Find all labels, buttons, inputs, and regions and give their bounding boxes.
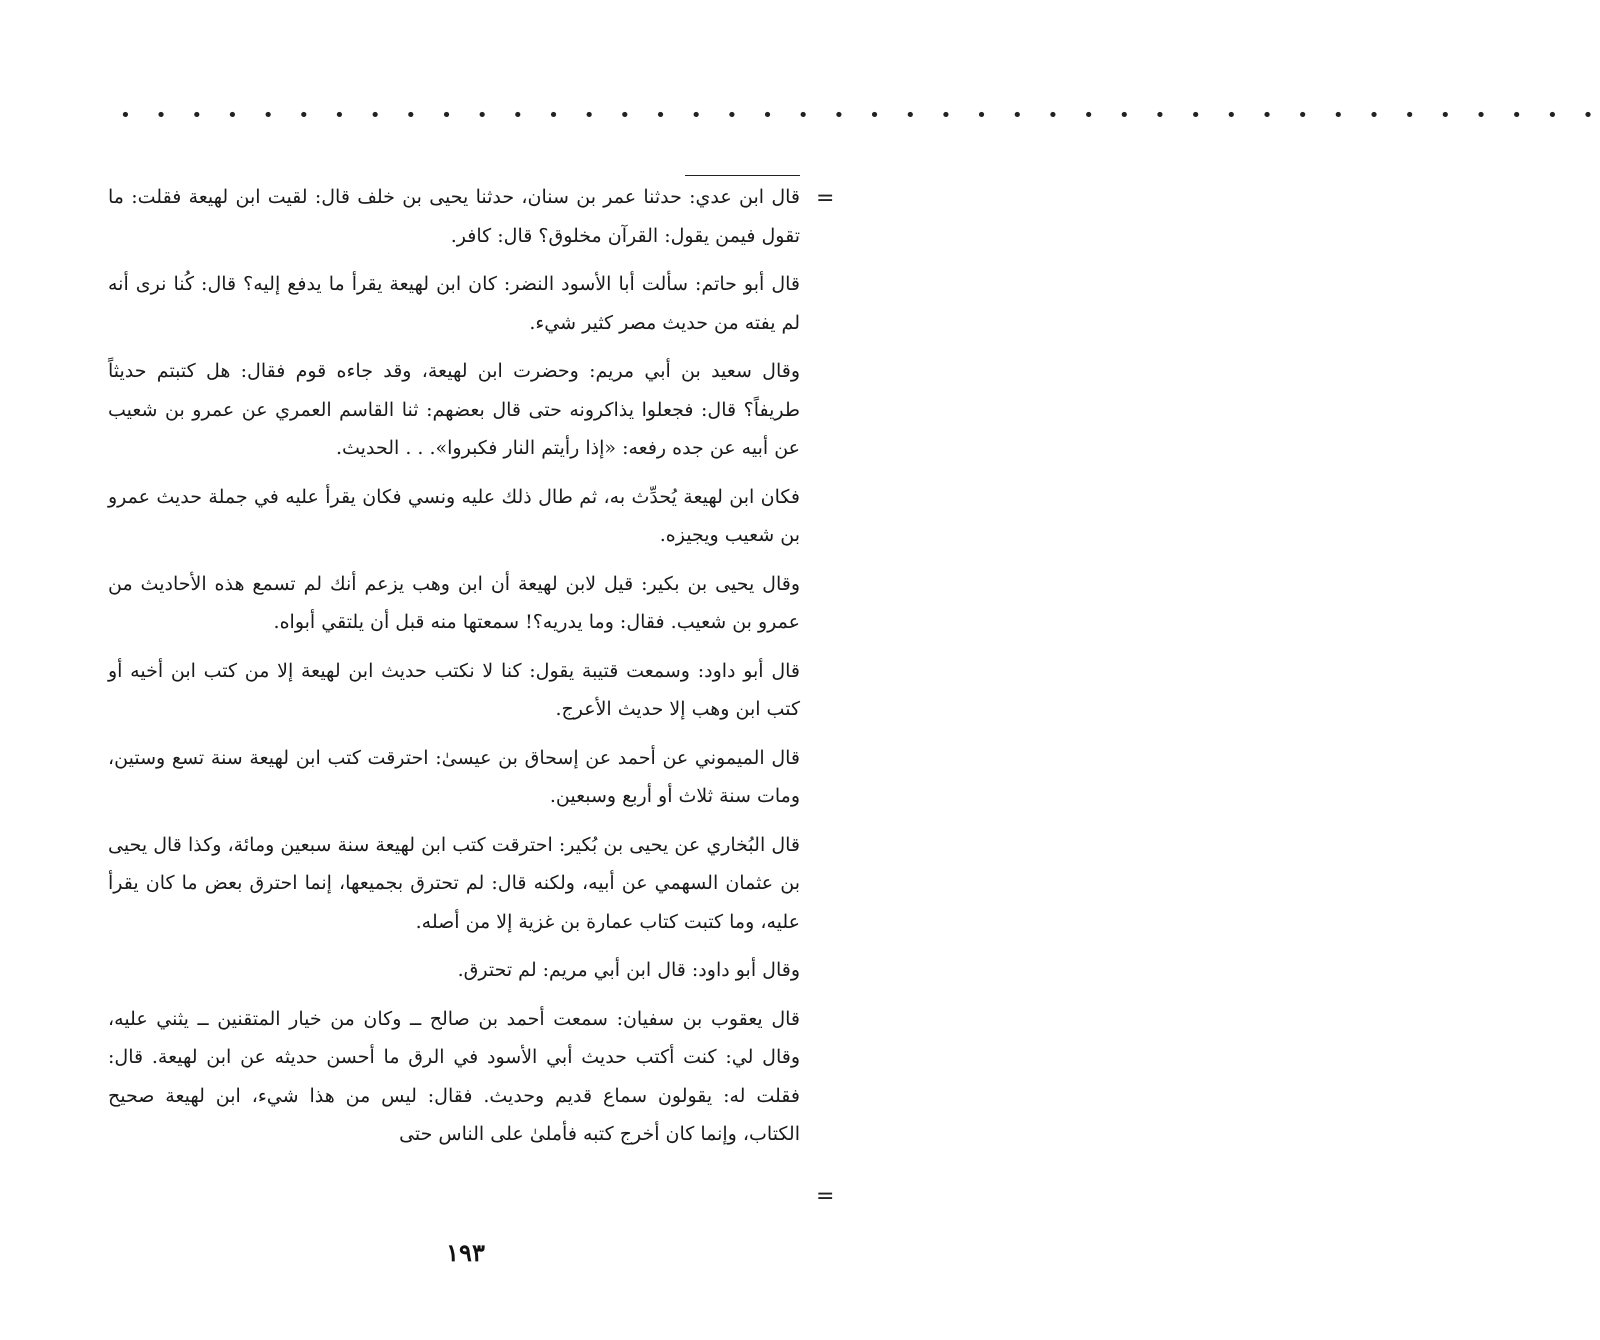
paragraph-3: وقال سعيد بن أبي مريم: وحضرت ابن لهيعة، وقد جاءه قوم فقال: هل كتبتم حديثاً طريفاً؟ قال: فجعلوا يذاكرونه حتى قال بعضهم: ثنا القاسم العمري عن عمرو بن شعيب عن أبيه عن جده رفعه: «إذا رأيتم النار فكبروا». . . الحديث. [108,360,800,459]
paragraph-1: قال ابن عدي: حدثنا عمر بن سنان، حدثنا يحيى بن خلف قال: لقيت ابن لهيعة فقلت: ما تقول فيمن يقول: القرآن مخلوق؟ قال: كافر. [108,186,800,247]
dotted-header-rule: • • • • • • • • • • • • • • • • • • • • • • • • • • • • • • • • • • • • • • • • • • [120,105,1600,126]
paragraph-8: قال البُخاري عن يحيى بن بُكير: احترقت كتب ابن لهيعة سنة سبعين ومائة، وكذا قال يحيى بن عثمان السهمي عن أبيه، ولكنه قال: لم تحترق بجميعها، إنما احترق بعض ما كان يقرأ عليه، وما كتبت كتاب عمارة بن غزية إلا من أصله. [108,833,800,933]
paragraph-5: وقال يحيى بن بكير: قيل لابن لهيعة أن ابن وهب يزعم أنك لم تسمع هذه الأحاديث من عمرو بن شعيب. فقال: وما يدريه؟! سمعتها منه قبل أن يلتقي أبواه. [108,572,800,633]
footnote-separator-rule [685,175,800,176]
continuation-mark-bottom: = [816,1184,835,1209]
paragraph-6: قال أبو داود: وسمعت قتيبة يقول: كنا لا نكتب حديث ابن لهيعة إلا من كتب ابن أخيه أو كتب ابن وهب إلا حديث الأعرج. [108,659,800,720]
continuation-mark-top: = [816,186,835,211]
paragraph-2: قال أبو حاتم: سألت أبا الأسود النضر: كان ابن لهيعة يقرأ ما يدفع إليه؟ قال: كُنا نرى أنه لم يفته من حديث مصر كثير شيء. [108,273,800,334]
footnote-text-block [108,178,800,1164]
page-number: ١٩٣ [446,1238,485,1267]
paragraph-4: فكان ابن لهيعة يُحدِّث به، ثم طال ذلك عليه ونسي فكان يقرأ عليه في جملة حديث عمرو بن شعيب ويجيزه. [108,485,800,546]
paragraph-9: وقال أبو داود: قال ابن أبي مريم: لم تحترق. [457,959,800,981]
paragraph-10: قال يعقوب بن سفيان: سمعت أحمد بن صالح ــ وكان من خيار المتقنين ــ يثني عليه، وقال لي: كنت أكتب حديث أبي الأسود في الرق ما أحسن حديثه عن ابن لهيعة. قال: فقلت له: يقولون سماع قديم وحديث. فقال: ليس من هذا شيء، ابن لهيعة صحيح الكتاب، وإنما كان أخرج كتبه فأملىٰ على الناس حتى [108,1007,800,1145]
paragraph-7: قال الميموني عن أحمد عن إسحاق بن عيسىٰ: احترقت كتب ابن لهيعة سنة تسع وستين، ومات سنة ثلاث أو أربع وسبعين. [108,746,800,807]
